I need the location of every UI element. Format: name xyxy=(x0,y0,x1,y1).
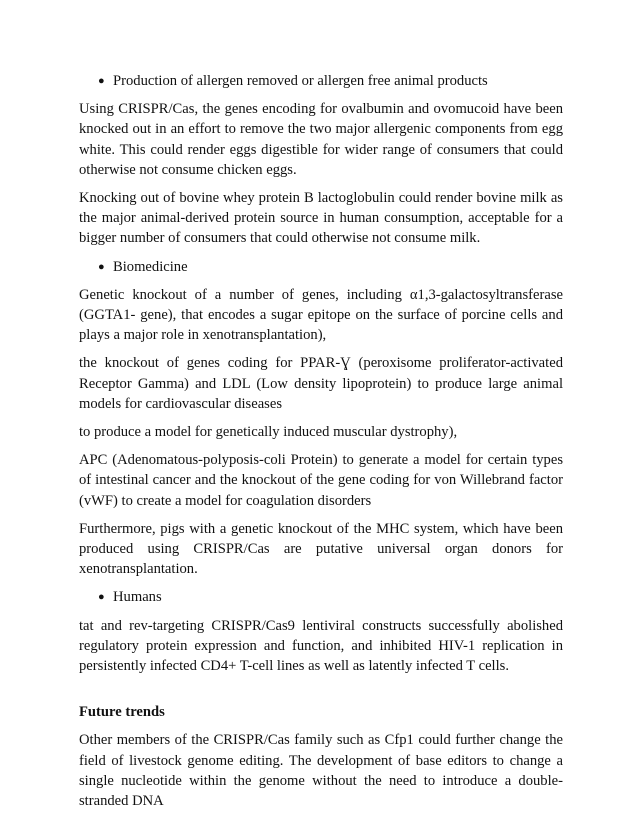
paragraph-whey-protein: Knocking out of bovine whey protein B lactoglobulin could render bovine milk as the major animal-derived protein source in human consumption, acceptable for a bigger number of consumers that could otherwise not consume milk. xyxy=(79,190,563,247)
bullet-text: Humans xyxy=(113,589,162,606)
paragraph-apc: APC (Adenomatous-polyposis-coli Protein) to generate a model for certain types of intestinal cancer and the knockout of the gene coding for von Willebrand factor (vWF) to create a model for coagulation disorders xyxy=(79,452,563,509)
paragraph-ggta1: Genetic knockout of a number of genes, including α1,3-galactosyltransferase (GGTA1- gene), that encodes a sugar epitope on the surface of porcine cells and plays a major role in xenotransplantation), xyxy=(79,286,563,344)
section-heading: Future trends xyxy=(79,704,165,721)
bullet-icon: ● xyxy=(98,591,105,604)
paragraph-future-trends: Other members of the CRISPR/Cas family such as Cfp1 could further change the field of livestock genome editing. The development of base editors to change a single nucleotide within the genome without the need to introduce a double-stranded DNA xyxy=(79,732,563,810)
bullet-item-biomedicine xyxy=(98,257,563,277)
paragraph-mhc: Furthermore, pigs with a genetic knockout of the MHC system, which have been produced using CRISPR/Cas are putative universal organ donors for xenotransplantation. xyxy=(79,520,563,578)
paragraph-ppar: the knockout of genes coding for PPAR-Ɣ (peroxisome proliferator-activated Receptor Gamma) and LDL (Low density lipoprotein) to produce large animal models for cardiovascular diseases xyxy=(79,355,563,412)
bullet-icon: ● xyxy=(98,75,105,87)
bullet-item-humans xyxy=(98,587,563,607)
paragraph-hiv: tat and rev-targeting CRISPR/Cas9 lentiviral constructs successfully abolished regulatory protein expression and function, and inhibited HIV-1 replication in persistently infected CD4+ T-cell lines as well as latently infected T cells. xyxy=(79,617,563,675)
document-page xyxy=(79,0,563,826)
bullet-text: Biomedicine xyxy=(113,258,188,275)
paragraph-ovalbumin: Using CRISPR/Cas, the genes encoding for ovalbumin and ovomucoid have been knocked out in an effort to remove the two major allergenic components from egg white. This could render eggs digestible for wider range of consumers that could otherwise not consume chicken eggs. xyxy=(79,101,563,178)
paragraph-muscular-dystrophy: to produce a model for genetically induced muscular dystrophy), xyxy=(79,424,458,441)
bullet-text: Production of allergen removed or allergen free animal products xyxy=(113,73,488,89)
bullet-icon: ● xyxy=(98,260,105,273)
bullet-item-allergen xyxy=(98,71,563,91)
